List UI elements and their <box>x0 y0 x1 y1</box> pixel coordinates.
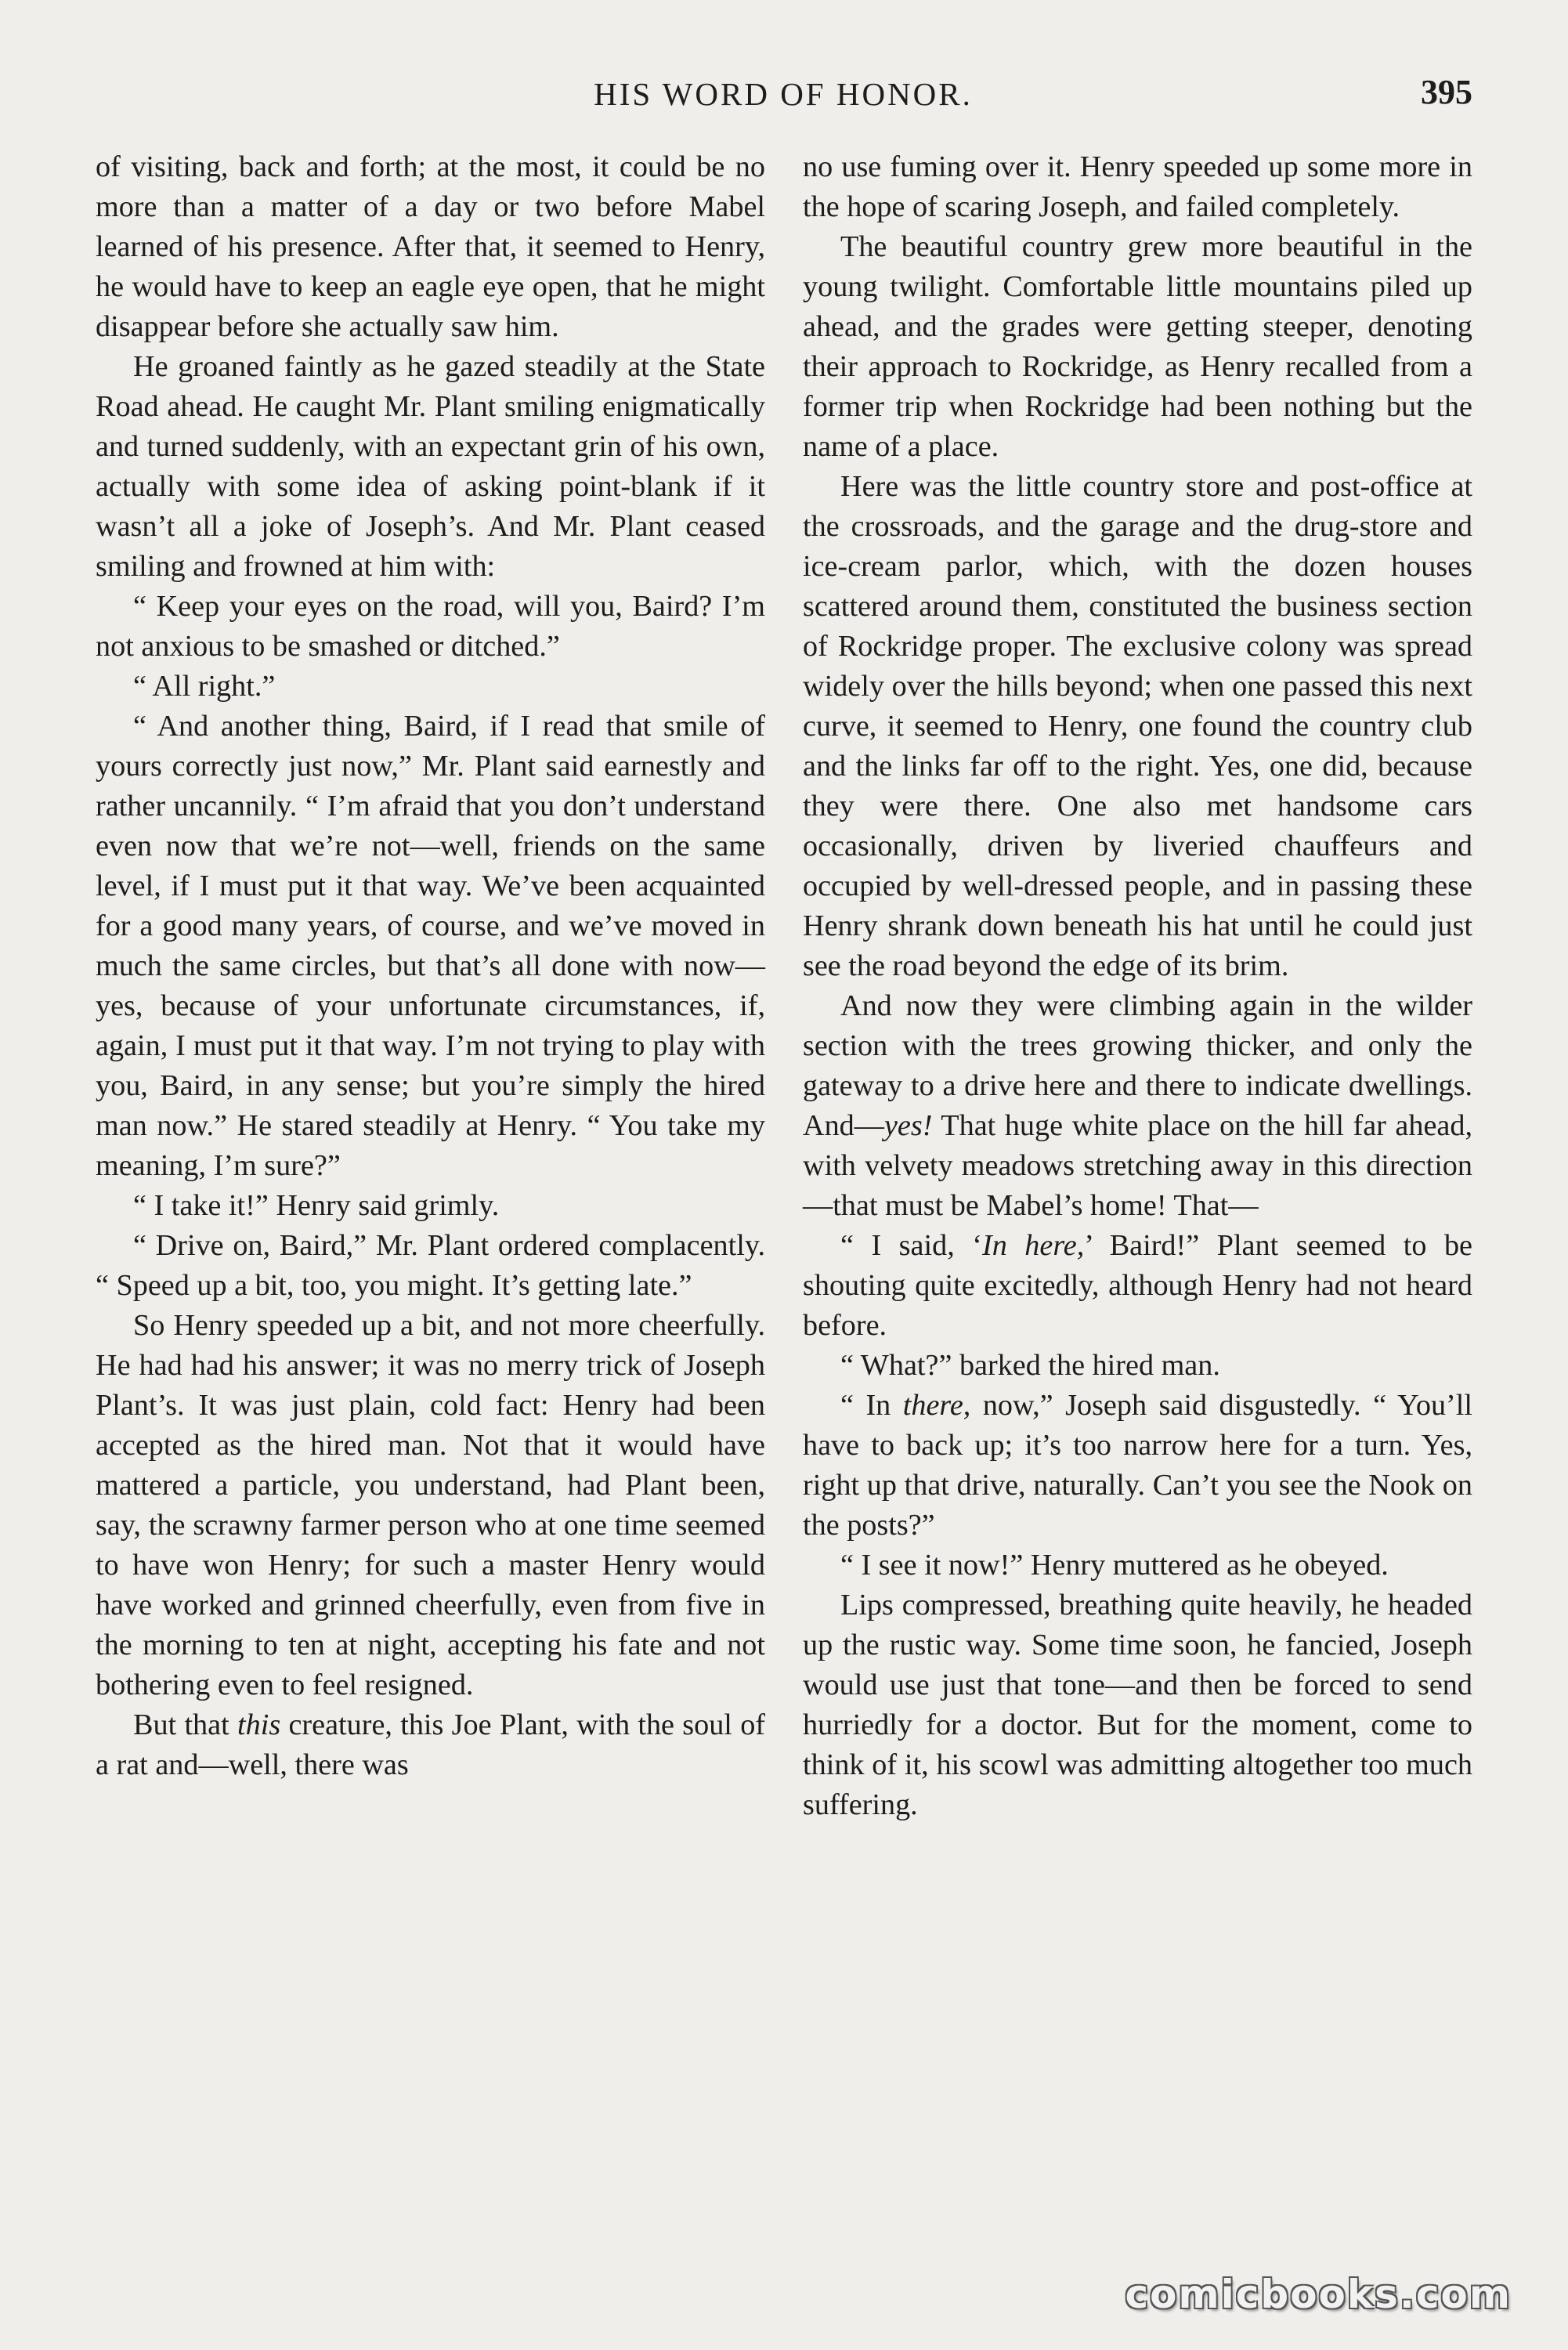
paragraph-text: creature, this Joe Plant, with the soul of a rat and—well, there was <box>96 1708 766 1781</box>
italic-emphasis: this <box>237 1708 281 1741</box>
paragraph: Here was the little country store and post-office at the crossroads, and the garage and the drug-store and ice-cream parlor, which, with the dozen houses scattered around them, constituted the business section of Rockridge proper. The exclusive colony was spread widely over the hills beyond; when one passed this next curve, it seemed to Henry, one found the country club and the links far off to the right. Yes, one did, because they were there. One also met handsome cars occasionally, driven by liveried chauffeurs and occupied by well-dressed people, and in passing these Henry shrank down beneath his hat until he could just see the road beyond the edge of its brim. <box>803 470 1472 982</box>
paragraph: So Henry speeded up a bit, and not more cheerfully. He had had his answer; it was no merry trick of Joseph Plant’s. It was just plain, cold fact: Henry had been accepted as the hired man. Not that it would have mattered a particle, you understand, had Plant been, say, the scrawny farmer person who at one time seemed to have won Henry; for such a master Henry would have worked and grinned cheerfully, even from five in the morning to ten at night, accepting his fate and not bothering even to feel resigned. <box>96 1309 765 1701</box>
paragraph-text: But that <box>133 1708 237 1741</box>
paragraph: “ I take it!” Henry said grimly. <box>133 1189 500 1222</box>
italic-emphasis: In here, <box>981 1229 1085 1262</box>
paragraph: “ Drive on, Baird,” Mr. Plant ordered complacently. “ Speed up a bit, too, you might. It’s getting late.” <box>96 1229 765 1302</box>
running-head <box>94 72 1472 119</box>
paragraph-text: “ I said, ‘ <box>840 1229 982 1262</box>
paragraph: of visiting, back and forth; at the most, it could be no more than a matter of a day or two before Mabel learned of his presence. After that, it seemed to Henry, he would have to keep an eagle eye open, that he might disappear before she actually saw him. <box>96 150 765 343</box>
running-title: HIS WORD OF HONOR. <box>594 76 973 112</box>
paragraph <box>803 986 1472 1226</box>
watermark-logo: comicbooks.com <box>1125 2272 1512 2317</box>
paragraph <box>803 1386 1472 1546</box>
paragraph: He groaned faintly as he gazed steadily at the State Road ahead. He caught Mr. Plant smiling enigmatically and turned suddenly, with an expectant grin of his own, actually with some idea of asking point-blank if it wasn’t all a joke of Joseph’s. And Mr. Plant ceased smiling and frowned at him with: <box>96 350 765 583</box>
paragraph: The beautiful country grew more beautiful in the young twilight. Comfortable little mountains piled up ahead, and the grades were getting steeper, denoting their approach to Rockridge, as Henry recalled from a former trip when Rockridge had been nothing but the name of a place. <box>803 230 1472 463</box>
paragraph-text: And now they were climbing again in the wilder section with the trees growing thicker, and only the gateway to a drive here and there to indicate dwellings. And— <box>803 989 1472 1142</box>
italic-emphasis: yes! <box>883 1109 933 1142</box>
paragraph: “ All right.” <box>133 670 276 703</box>
paragraph <box>96 1705 765 1785</box>
paragraph: Lips compressed, breathing quite heavily, he headed up the rustic way. Some time soon, he fancied, Joseph would use just that tone—and then be forced to send hurriedly for a doctor. But for the moment, come to think of it, his scowl was admitting altogether too much suffering. <box>803 1589 1472 1821</box>
paragraph-text: now,” Joseph said disgustedly. “ You’ll have to back up; it’s too narrow here for a turn. Yes, right up that drive, naturally. Can’t you see the Nook on the posts?” <box>803 1389 1472 1542</box>
paragraph: “ What?” barked the hired man. <box>840 1349 1220 1382</box>
left-text-column <box>96 147 765 1785</box>
page-number: 395 <box>1421 73 1472 111</box>
italic-emphasis: there, <box>902 1389 971 1422</box>
paragraph-text: That huge white place on the hill far ahead, with velvety meadows stretching away in this direction—that must be Mabel’s home! That— <box>803 1109 1472 1222</box>
paragraph-text: ’ Baird!” Plant seemed to be shouting quite excitedly, although Henry had not heard before. <box>803 1229 1472 1342</box>
paragraph: “ Keep your eyes on the road, will you, Baird? I’m not anxious to be smashed or ditched.” <box>96 590 765 663</box>
paragraph <box>803 1226 1472 1346</box>
paragraph-text: “ In <box>840 1389 903 1422</box>
paragraph: “ And another thing, Baird, if I read that smile of yours correctly just now,” Mr. Plant said earnestly and rather uncannily. “ I’m afraid that you don’t understand even now that we’re not—well, friends on the same level, if I must put it that way. We’ve been acquainted for a good many years, of course, and we’ve moved in much the same circles, but that’s all done with now—yes, because of your unfortunate circumstances, if, again, I must put it that way. I’m not trying to play with you, Baird, in any sense; but you’re simply the hired man now.” He stared steadily at Henry. “ You take my meaning, I’m sure?” <box>96 710 765 1182</box>
paragraph: no use fuming over it. Henry speeded up some more in the hope of scaring Joseph, and failed completely. <box>803 150 1472 223</box>
right-text-column <box>803 147 1472 1825</box>
paragraph: “ I see it now!” Henry muttered as he obeyed. <box>840 1549 1389 1582</box>
